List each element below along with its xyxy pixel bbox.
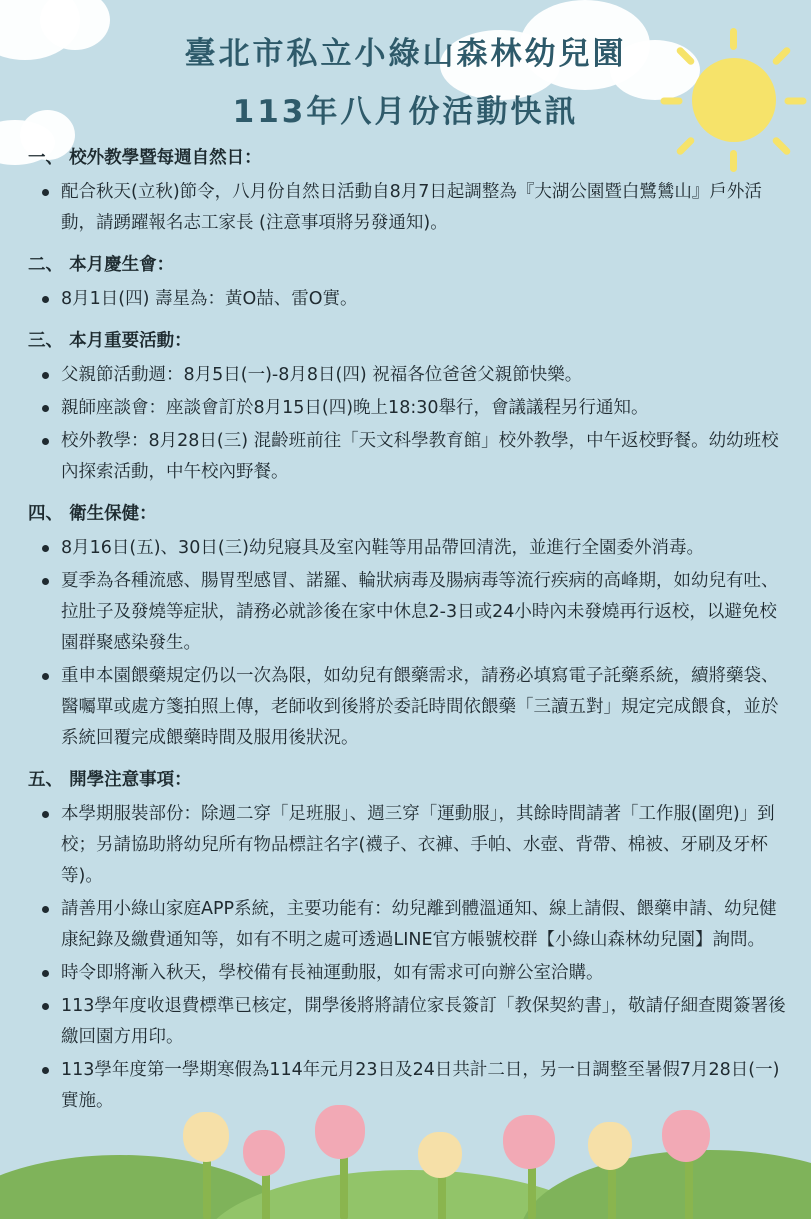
school-name: 臺北市私立小綠山森林幼兒園 — [184, 36, 627, 72]
section-birthday — [28, 253, 788, 315]
list-item: 請善用小綠山家庭APP系統，主要功能有：幼兒離到體溫通知、線上請假、餵藥申請、幼兒健康紀錄及繳費通知等，如有不明之處可透過LINE官方帳號校群【小綠山森林幼兒園】詢問。 — [28, 894, 788, 956]
tulip-icon — [315, 1105, 365, 1159]
list-item: 8月16日(五)、30日(三)幼兒寢具及室內鞋等用品帶回清洗，並進行全園委外消毒。 — [28, 533, 788, 564]
list-item: 重申本園餵藥規定仍以一次為限，如幼兒有餵藥需求，請務必填寫電子託藥系統，續將藥袋、醫囑單或處方箋拍照上傳，老師收到後將於委託時間依餵藥「三讀五對」規定完成餵食，並於系統回覆完成餵藥時間及服用後狀況。 — [28, 661, 788, 754]
tulip-icon — [662, 1110, 710, 1162]
tulip-icon — [183, 1112, 229, 1162]
section-heading: 三、 本月重要活動： — [28, 331, 192, 351]
bulletin-title: 113年八月份活動快訊 — [232, 94, 579, 130]
tulip-icon — [243, 1130, 285, 1176]
item-list — [28, 799, 788, 1117]
list-item: 夏季為各種流感、腸胃型感冒、諾羅、輪狀病毒及腸病毒等流行疾病的高峰期，如幼兒有吐、拉肚子及發燒等症狀，請務必就診後在家中休息2-3日或24小時內未發燒再行返校，以避免校園群聚感染發生。 — [28, 566, 788, 659]
section-heading: 二、 本月慶生會： — [28, 255, 175, 275]
item-list — [28, 177, 788, 239]
section-school-start — [28, 768, 788, 1117]
list-item: 親師座談會：座談會訂於8月15日(四)晚上18:30舉行，會議議程另行通知。 — [28, 393, 788, 424]
section-events — [28, 329, 788, 488]
tulip-icon — [503, 1115, 555, 1169]
list-item: 113學年度收退費標準已核定，開學後將將請位家長簽訂「教保契約書」，敬請仔細查閱簽署後繳回園方用印。 — [28, 991, 788, 1053]
item-list — [28, 360, 788, 488]
section-heading: 四、 衛生保健： — [28, 504, 157, 524]
list-item: 配合秋天(立秋)節令，八月份自然日活動自8月7日起調整為『大湖公園暨白鷺鷥山』戶外活動，請踴躍報名志工家長 (注意事項將另發通知)。 — [28, 177, 788, 239]
list-item: 父親節活動週：8月5日(一)-8月8日(四) 祝福各位爸爸父親節快樂。 — [28, 360, 788, 391]
tulip-icon — [588, 1122, 632, 1170]
section-outdoor-education — [28, 146, 788, 239]
section-heading: 五、 開學注意事項： — [28, 770, 192, 790]
list-item: 時令即將漸入秋天，學校備有長袖運動服，如有需求可向辦公室洽購。 — [28, 958, 788, 989]
list-item: 本學期服裝部份：除週二穿「足班服」、週三穿「運動服」，其餘時間請著「工作服(圍兜)」到校；另請協助將幼兒所有物品標註名字(襪子、衣褲、手帕、水壺、背帶、棉被、牙刷及牙杯等)。 — [28, 799, 788, 892]
list-item: 8月1日(四) 壽星為：黃O喆、雷O實。 — [28, 284, 788, 315]
tulip-icon — [418, 1132, 462, 1178]
grass-hill — [0, 1100, 811, 1219]
section-heading: 一、 校外教學暨每週自然日： — [28, 148, 262, 168]
bulletin-content — [28, 146, 788, 1131]
list-item: 校外教學：8月28日(三) 混齡班前往「天文科學教育館」校外教學，中午返校野餐。幼幼班校內探索活動，中午校內野餐。 — [28, 426, 788, 488]
section-health — [28, 502, 788, 754]
item-list — [28, 533, 788, 754]
sun-icon — [0, 0, 811, 1]
list-item: 113學年度第一學期寒假為114年元月23日及24日共計二日，另一日調整至暑假7月28日(一)實施。 — [28, 1055, 788, 1117]
item-list — [28, 284, 788, 315]
